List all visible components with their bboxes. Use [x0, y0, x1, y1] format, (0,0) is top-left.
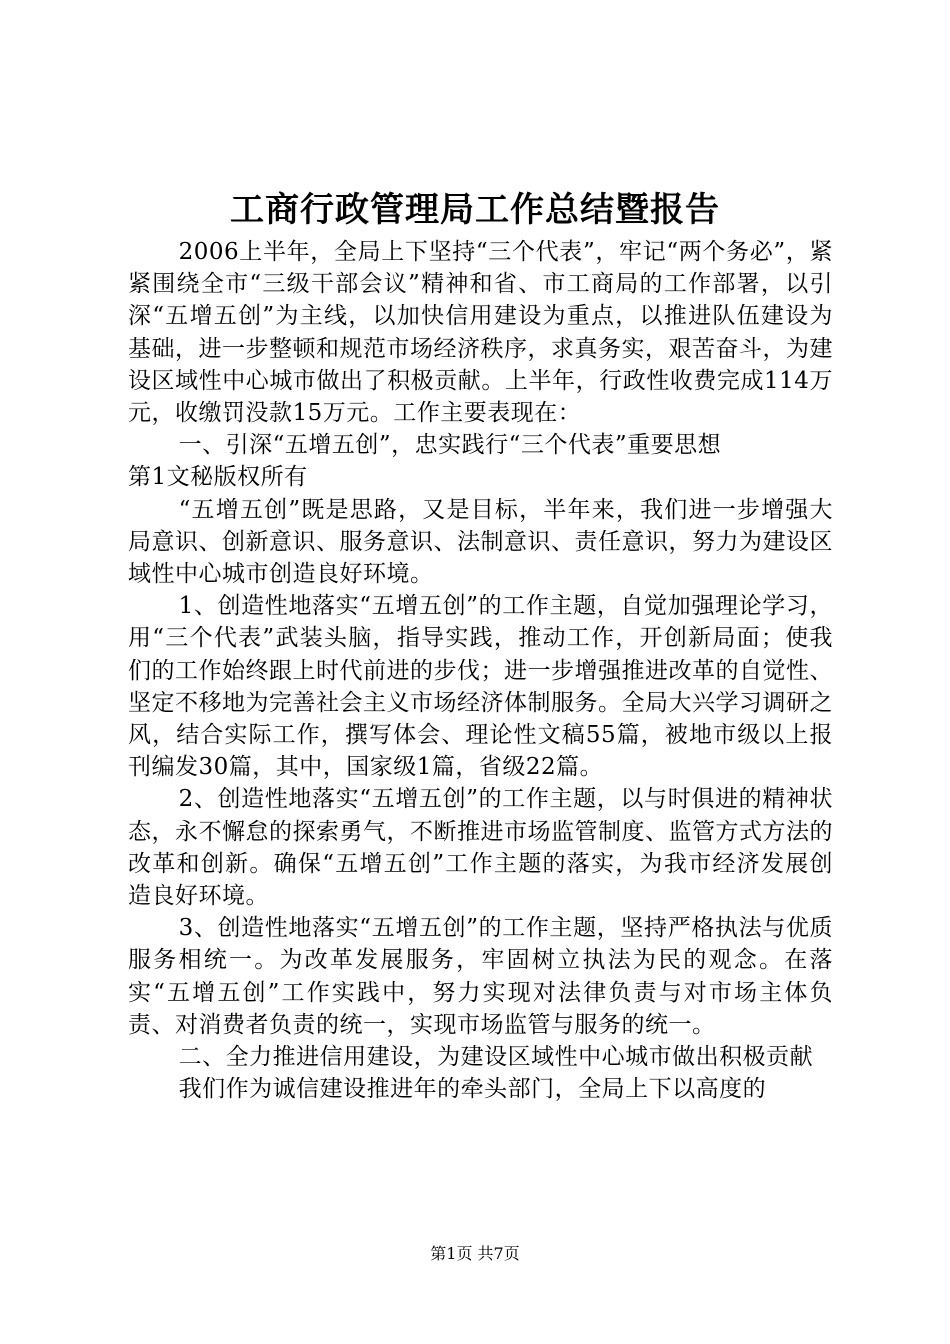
section-heading-2: 二、全力推进信用建设，为建设区域性中心城市做出积极贡献 — [178, 1044, 814, 1071]
paragraph-item-3: 3、创造性地落实“五增五创”的工作主题，坚持严格执法与优质服务相统一。为改革发展服务，牢固树立执法为民的观念。在落实“五增五创”工作实践中，努力实现对法律负责与对市场主体负责、对消费者负责的统一，实现市场监管与服务的统一。 — [128, 915, 833, 1038]
document-body — [128, 236, 833, 1105]
paragraph-item-2: 2、创造性地落实“五增五创”的工作主题，以与时俱进的精神状态，永不懈怠的探索勇气，不断推进市场监管制度、监管方式方法的改革和创新。确保“五增五创”工作主题的落实，为我市经济发展创造良好环境。 — [128, 786, 833, 910]
paragraph-item-1: 1、创造性地落实“五增五创”的工作主题，自觉加强理论学习，用“三个代表”武装头脑，指导实践，推动工作，开创新局面；使我们的工作始终跟上时代前进的步伐；进一步增强推进改革的自觉性、坚定不移地为完善社会主义市场经济体制服务。全局大兴学习调研之风，结合实际工作，撰写体会、理论性文稿55篇，被地市级以上报刊编发30篇，其中，国家级1篇，省级22篇。 — [128, 593, 833, 781]
page-number-footer: 第1页 共7页 — [430, 1244, 520, 1263]
paragraph-intro: 2006上半年，全局上下坚持“三个代表”，牢记“两个务必”，紧紧围绕全市“三级干部会议”精神和省、市工商局的工作部署，以引深“五增五创”为主线，以加快信用建设为重点，以推进队伍建设为基础，进一步整顿和规范市场经济秩序，求真务实，艰苦奋斗，为建设区域性中心城市做出了积极贡献。上半年，行政性收费完成114万元，收缴罚没款15万元。工作主要表现在： — [128, 239, 833, 427]
paragraph-wuzeng: “五增五创”既是思路，又是目标，半年来，我们进一步增强大局意识、创新意识、服务意识、法制意识、责任意识，努力为建设区域性中心城市创造良好环境。 — [128, 496, 833, 588]
document-title: 工商行政管理局工作总结暨报告 — [230, 190, 720, 230]
paragraph-credit: 我们作为诚信建设推进年的牵头部门，全局上下以高度的 — [178, 1076, 767, 1103]
section-heading-1: 一、引深“五增五创”，忠实践行“三个代表”重要思想 — [178, 432, 722, 459]
copyright-note: 第1文秘版权所有 — [128, 464, 308, 491]
